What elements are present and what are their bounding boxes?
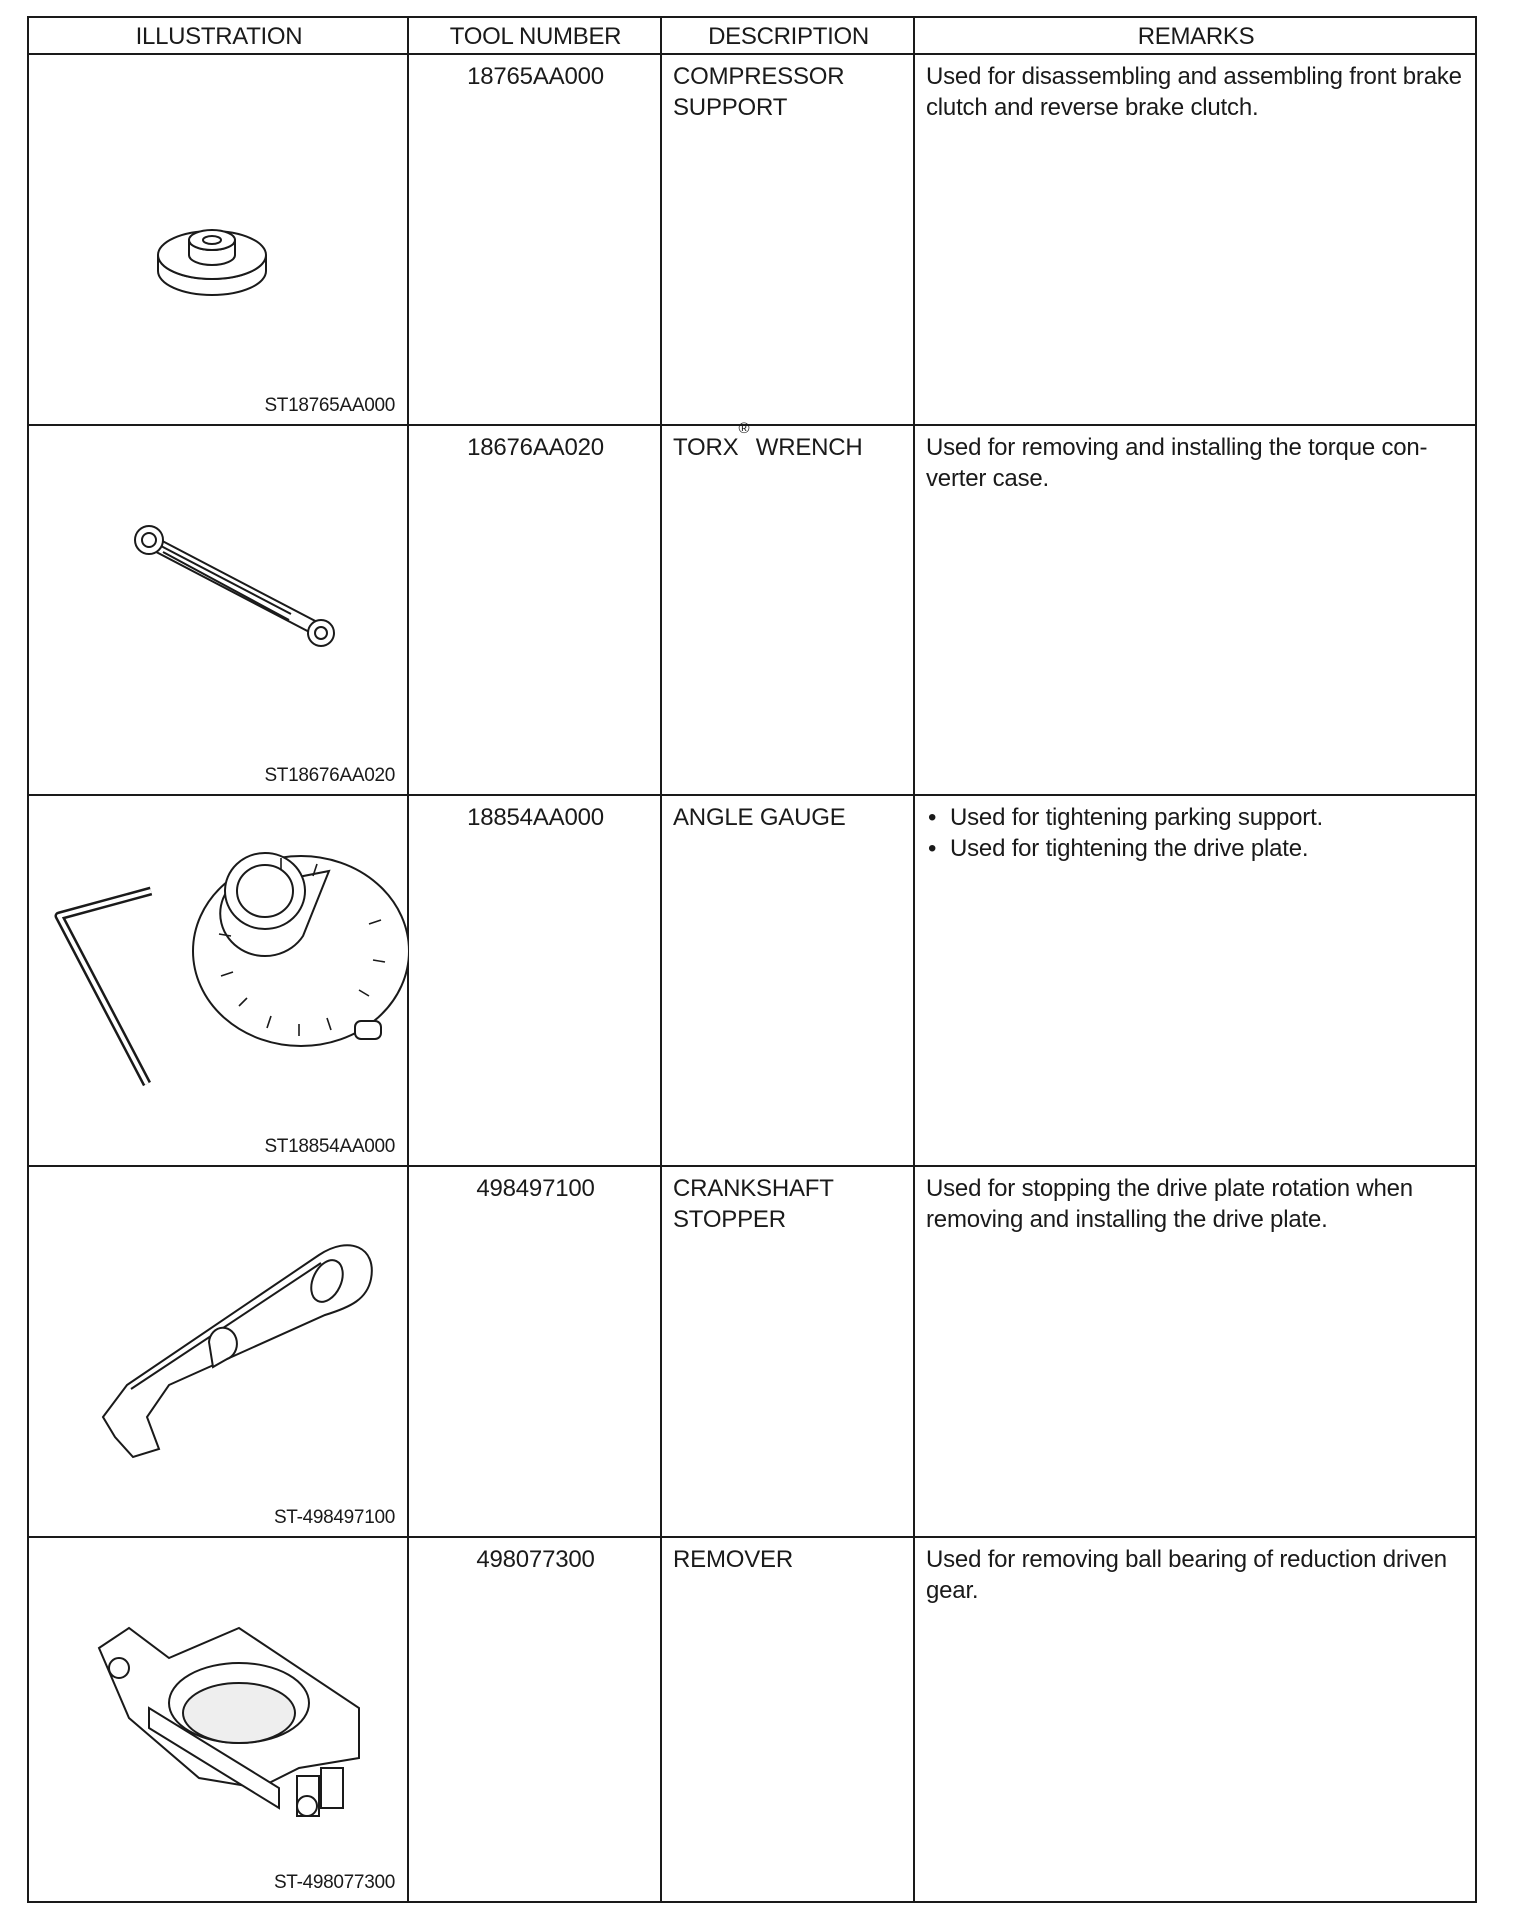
header-illustration: ILLUSTRATION (135, 23, 303, 50)
tool-number: 18676AA020 (467, 434, 604, 461)
description-main: TORX (673, 434, 739, 461)
remark-bullet: • Used for tightening the drive plate. (926, 833, 1463, 864)
description: CRANKSHAFT STOPPER (673, 1175, 834, 1233)
table-row (29, 55, 1475, 426)
remarks-list (926, 802, 1463, 864)
header-tool-number: TOOL NUMBER (449, 23, 622, 50)
illustration-cell (29, 796, 409, 1165)
table-row (29, 796, 1475, 1167)
description: COMPRESSOR SUPPORT (673, 63, 845, 121)
torx-wrench-icon (29, 426, 409, 756)
header-remarks: REMARKS (1137, 23, 1255, 50)
illustration-label: ST18854AA000 (264, 1136, 395, 1157)
description (662, 420, 915, 794)
table-header (29, 18, 1475, 55)
illustration-label: ST18765AA000 (264, 395, 395, 416)
description: REMOVER (673, 1546, 793, 1573)
illustration-label: ST-498077300 (273, 1872, 395, 1893)
tool-number: 498077300 (476, 1546, 595, 1573)
description: ANGLE GAUGE (673, 804, 846, 831)
compressor-support-icon (29, 55, 409, 385)
remark-text: Used for removing ball bearing of reduction driven gear. (926, 1546, 1447, 1604)
tool-number: 18854AA000 (467, 804, 604, 831)
illustration-cell (29, 426, 409, 794)
illustration-label: ST18676AA020 (264, 765, 395, 786)
remarks (915, 796, 1477, 1165)
illustration-cell (29, 1167, 409, 1536)
table-row (29, 1167, 1475, 1538)
table-row (29, 1538, 1475, 1901)
illustration-cell (29, 1538, 409, 1901)
illustration-cell (29, 55, 409, 424)
registered-mark: ® (738, 420, 750, 437)
remarks (915, 1538, 1477, 1901)
tool-number: 498497100 (476, 1175, 595, 1202)
illustration-label: ST-498497100 (273, 1507, 395, 1528)
angle-gauge-icon (29, 796, 409, 1126)
remover-icon (29, 1538, 409, 1868)
remarks (915, 55, 1477, 424)
table-row (29, 420, 1475, 796)
special-tools-table (27, 16, 1477, 1903)
remark-text: Used for disassembling and assembling front brake clutch and reverse brake clutch. (926, 63, 1462, 121)
description-rest: WRENCH (749, 434, 863, 461)
remark-text: Used for stopping the drive plate rotation when removing and installing the drive plate. (926, 1175, 1413, 1233)
header-description: DESCRIPTION (708, 23, 869, 50)
remark-bullet: • Used for tightening parking support. (926, 802, 1463, 833)
tool-number: 18765AA000 (467, 63, 604, 90)
crankshaft-stopper-icon (29, 1167, 409, 1497)
remark-text: Used for removing and installing the torque con-verter case. (926, 434, 1428, 492)
remarks (915, 426, 1477, 794)
remarks (915, 1167, 1477, 1536)
